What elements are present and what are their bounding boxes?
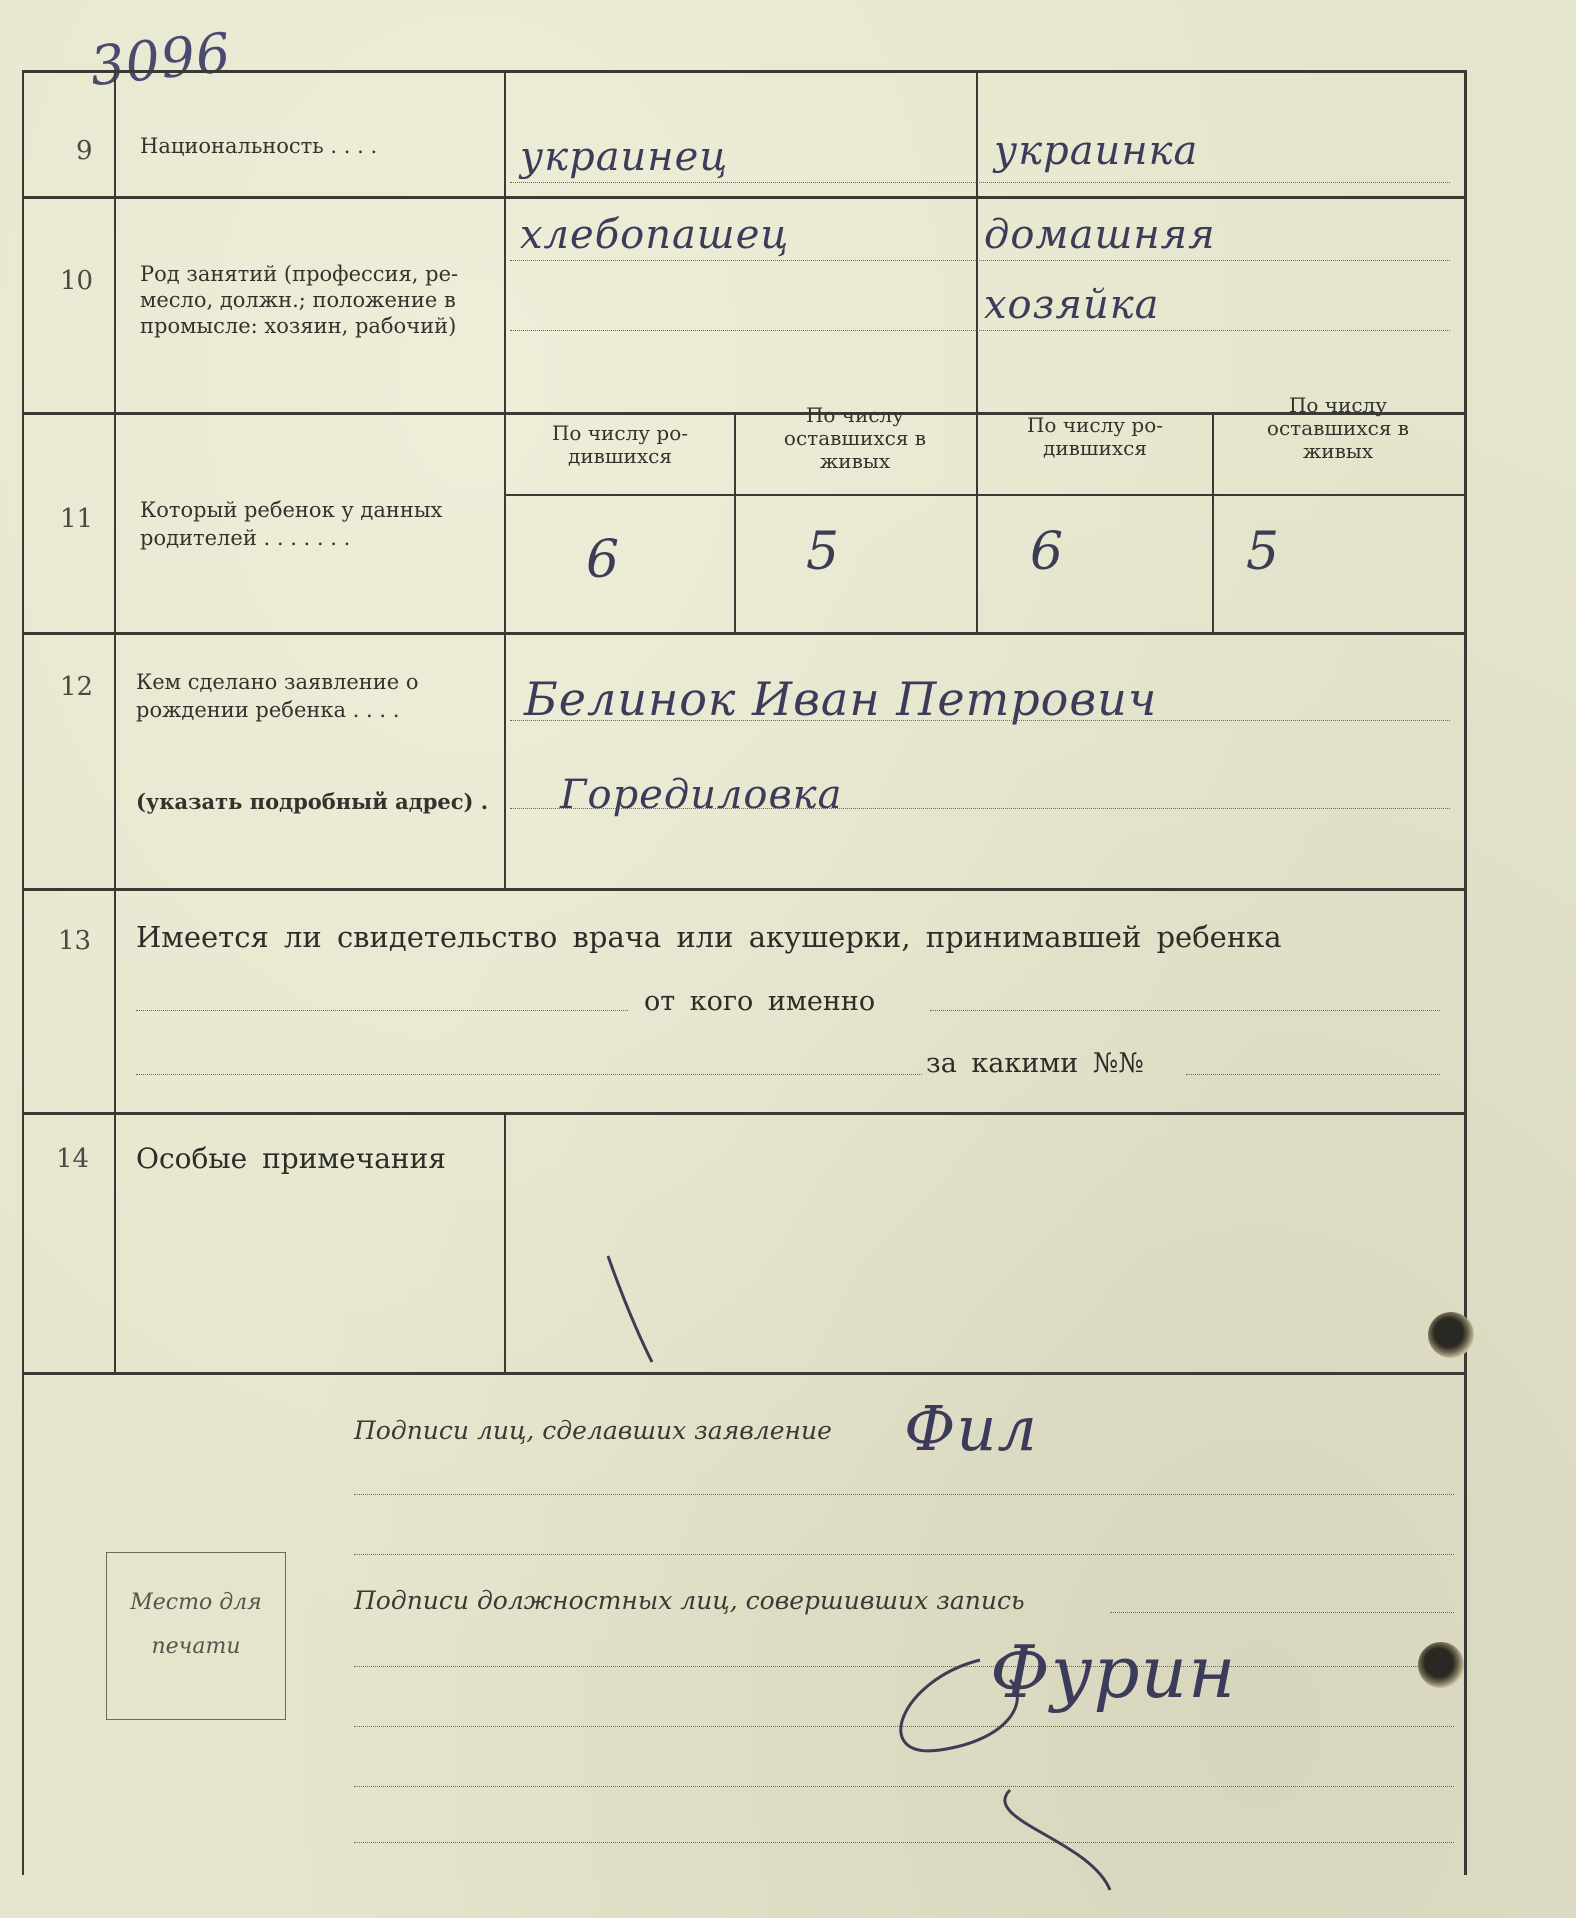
col-header-line: По числу ро-	[1026, 413, 1164, 437]
binding-hole	[1428, 1312, 1474, 1358]
col-divider	[1212, 412, 1214, 632]
stamp-label-line: печати	[151, 1634, 241, 1659]
fill-line	[930, 1010, 1440, 1011]
fill-line	[136, 1074, 922, 1075]
col-header-born-father	[510, 422, 730, 468]
row-label-line: промысле: хозяин, рабочий)	[140, 314, 457, 338]
col-divider	[734, 412, 736, 632]
col-header-alive-father	[740, 404, 970, 473]
signature-line	[354, 1494, 1454, 1495]
signature-line	[354, 1554, 1454, 1555]
row-label-line: (указать подробный адрес) .	[136, 789, 489, 814]
stamp-placeholder	[106, 1552, 286, 1720]
col-header-born-mother	[982, 414, 1208, 460]
official-signature-flourish	[860, 1640, 1160, 1900]
declarant-signature-label: Подписи лиц, сделавших заявление	[354, 1416, 832, 1445]
father-children-alive: 5	[806, 522, 840, 582]
fill-line	[510, 330, 1450, 331]
declarant-name: Белинок Иван Петрович	[524, 672, 1158, 726]
father-nationality: украинец	[520, 134, 729, 180]
col-header-line: живых	[819, 449, 891, 473]
official-signature-label: Подписи должностных лиц, совершивших запись	[354, 1586, 1025, 1615]
row-label-line: Который ребенок у данных	[140, 498, 443, 522]
row-divider	[22, 196, 1464, 199]
official-signature: Фурин	[990, 1630, 1237, 1714]
col-divider	[504, 1112, 506, 1372]
father-occupation: хлебопашец	[520, 212, 790, 258]
mother-occupation-2: хозяйка	[984, 282, 1160, 328]
row-label-line: рождении ребенка . . . .	[136, 698, 400, 722]
row-number: 13	[58, 926, 92, 956]
declarant-signature: Фил	[904, 1392, 1038, 1465]
col-divider	[114, 72, 116, 1372]
fill-line	[136, 1010, 628, 1011]
col-divider	[976, 72, 978, 632]
subheader-divider	[504, 494, 1464, 496]
row-number: 11	[60, 504, 94, 534]
col-header-line: По числу	[805, 403, 905, 427]
col-header-line: дившихся	[568, 444, 672, 468]
declarant-address: Горедиловка	[560, 772, 843, 818]
from-whom-label: от кого именно	[644, 986, 876, 1017]
row-number: 9	[76, 136, 93, 166]
binding-hole	[1418, 1642, 1464, 1688]
row-number: 10	[60, 266, 94, 296]
row-number: 12	[60, 672, 94, 702]
father-children-born: 6	[586, 530, 620, 590]
stamp-label-line: Место для	[130, 1590, 262, 1615]
row-label-line: Род занятий (профессия, ре-	[140, 262, 459, 286]
mother-children-alive: 5	[1246, 522, 1280, 582]
row-number: 14	[56, 1144, 90, 1174]
col-header-line: оставшихся в	[783, 426, 927, 450]
remarks-label: Особые примечания	[136, 1142, 446, 1175]
remarks-pen-mark	[600, 1250, 660, 1370]
mother-children-born: 6	[1030, 522, 1064, 582]
col-header-line: По числу	[1288, 393, 1388, 417]
fill-line	[510, 260, 1450, 261]
doctor-certificate-question: Имеется ли свидетельство врача или акушерки, принимавшей ребенка	[136, 920, 1282, 954]
fill-line	[510, 182, 1450, 183]
row-divider	[22, 632, 1464, 635]
row-divider	[22, 1372, 1464, 1375]
fill-line	[510, 720, 1450, 721]
archive-number: 3096	[87, 20, 235, 99]
col-header-line: оставшихся в	[1266, 416, 1410, 440]
row-divider	[22, 888, 1464, 891]
row-divider	[22, 1112, 1464, 1115]
col-divider	[504, 72, 506, 888]
mother-nationality: украинка	[994, 128, 1199, 174]
row-label-line: родителей . . . . . . .	[140, 526, 351, 550]
numbers-label: за какими №№	[926, 1048, 1144, 1079]
row-label-line: Кем сделано заявление о	[136, 670, 419, 694]
row-label: Национальность . . . .	[140, 134, 378, 158]
mother-occupation-1: домашняя	[984, 212, 1216, 258]
fill-line	[1186, 1074, 1440, 1075]
col-header-line: дившихся	[1043, 436, 1147, 460]
signature-line	[1110, 1612, 1454, 1613]
row-label-line: месло, должн.; положение в	[140, 288, 456, 312]
fill-line	[510, 808, 1450, 809]
col-header-line: живых	[1302, 439, 1374, 463]
col-header-line: По числу ро-	[551, 421, 689, 445]
col-header-alive-mother	[1218, 394, 1458, 463]
